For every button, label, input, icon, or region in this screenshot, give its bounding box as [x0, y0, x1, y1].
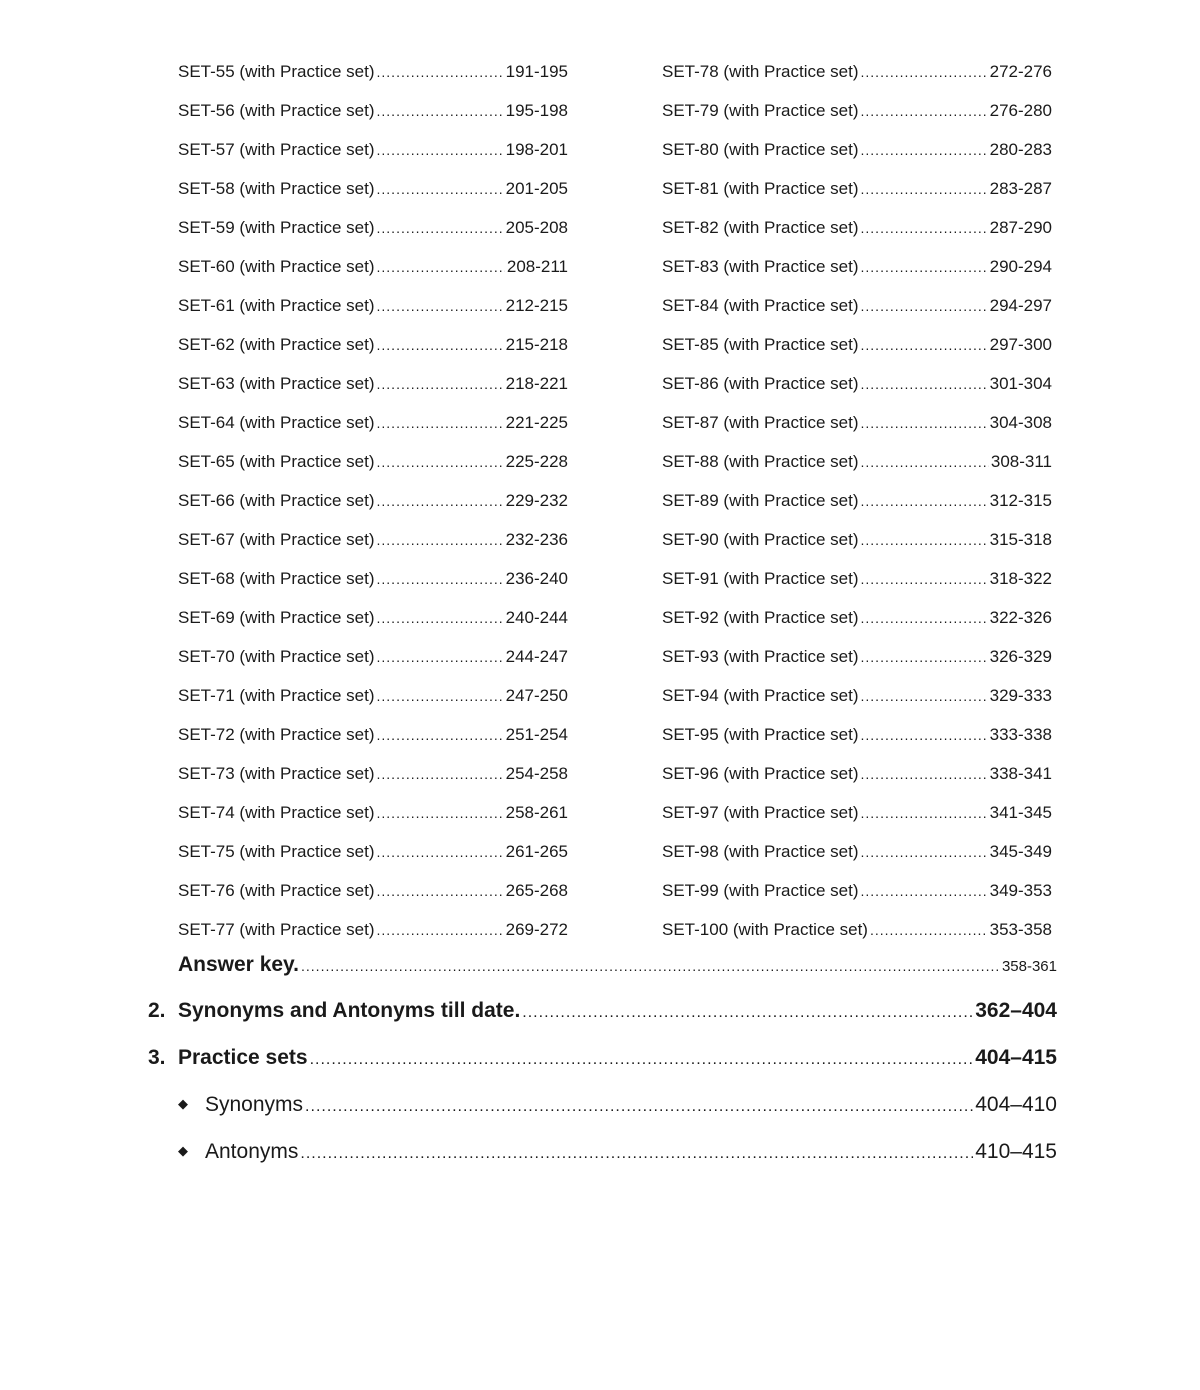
toc-entry-pages: 338-341	[989, 764, 1052, 783]
dot-leader	[861, 259, 988, 275]
toc-entry-label: SET-76 (with Practice set)	[178, 881, 375, 900]
dot-leader	[310, 1051, 974, 1069]
toc-entry-pages: 304-308	[989, 413, 1052, 432]
toc-entry-label: SET-84 (with Practice set)	[662, 296, 859, 315]
toc-entry[interactable]	[178, 881, 568, 920]
toc-entry-pages: 191-195	[505, 62, 568, 81]
toc-entry-label: SET-56 (with Practice set)	[178, 101, 375, 120]
toc-entry-pages: 236-240	[505, 569, 568, 588]
toc-entry-label: SET-77 (with Practice set)	[178, 920, 375, 939]
toc-entry[interactable]	[662, 101, 1052, 140]
dot-leader	[377, 298, 504, 314]
dot-leader	[870, 922, 988, 938]
dot-leader	[861, 64, 988, 80]
toc-entry[interactable]	[662, 296, 1052, 335]
dot-leader	[377, 337, 504, 353]
toc-entry-label: SET-97 (with Practice set)	[662, 803, 859, 822]
toc-entry-pages: 315-318	[989, 530, 1052, 549]
toc-entry[interactable]	[178, 218, 568, 257]
toc-entry-label: SET-92 (with Practice set)	[662, 608, 859, 627]
dot-leader	[522, 1004, 973, 1022]
toc-entry-pages: 326-329	[989, 647, 1052, 666]
toc-entry-pages: 195-198	[505, 101, 568, 120]
dot-leader	[377, 844, 504, 860]
toc-entry[interactable]	[178, 257, 568, 296]
toc-entry[interactable]	[178, 764, 568, 803]
dot-leader	[861, 493, 988, 509]
toc-entry-label: SET-60 (with Practice set)	[178, 257, 375, 276]
toc-entry-label: SET-78 (with Practice set)	[662, 62, 859, 81]
dot-leader	[377, 415, 504, 431]
dot-leader	[861, 532, 988, 548]
dot-leader	[377, 922, 504, 938]
dot-leader	[861, 688, 988, 704]
toc-entry-label: SET-93 (with Practice set)	[662, 647, 859, 666]
dot-leader	[861, 571, 988, 587]
toc-entry-pages: 276-280	[989, 101, 1052, 120]
toc-entry[interactable]	[662, 803, 1052, 842]
toc-entry[interactable]	[178, 803, 568, 842]
answer-key-entry[interactable]	[178, 953, 1057, 977]
toc-entry[interactable]	[662, 413, 1052, 452]
toc-entry[interactable]	[662, 842, 1052, 881]
section-label: Synonyms and Antonyms till date.	[178, 999, 521, 1022]
toc-entry-label: SET-81 (with Practice set)	[662, 179, 859, 198]
toc-entry-label: SET-79 (with Practice set)	[662, 101, 859, 120]
toc-entry-pages: 280-283	[989, 140, 1052, 159]
toc-entry-pages: 269-272	[505, 920, 568, 939]
section-label: Practice sets	[178, 1046, 308, 1069]
dot-leader	[377, 64, 504, 80]
toc-entry[interactable]	[178, 686, 568, 725]
dot-leader	[861, 376, 988, 392]
diamond-bullet-icon: ◆	[178, 1096, 188, 1111]
toc-entry-pages: 353-358	[989, 920, 1052, 939]
toc-entry-label: SET-59 (with Practice set)	[178, 218, 375, 237]
toc-entry-label: SET-91 (with Practice set)	[662, 569, 859, 588]
toc-entry[interactable]	[662, 764, 1052, 803]
toc-entry[interactable]	[178, 335, 568, 374]
toc-entry[interactable]	[662, 62, 1052, 101]
toc-entry[interactable]	[662, 647, 1052, 686]
toc-entry-label: SET-99 (with Practice set)	[662, 881, 859, 900]
dot-leader	[861, 610, 988, 626]
toc-entry[interactable]	[662, 881, 1052, 920]
dot-leader	[301, 958, 1000, 974]
toc-entry[interactable]	[178, 608, 568, 647]
dot-leader	[861, 844, 988, 860]
toc-entry-label: SET-100 (with Practice set)	[662, 920, 868, 939]
dot-leader	[377, 454, 504, 470]
dot-leader	[377, 727, 504, 743]
toc-entry[interactable]	[178, 491, 568, 530]
toc-entry-pages: 247-250	[505, 686, 568, 705]
dot-leader	[377, 493, 504, 509]
toc-entry-pages: 212-215	[505, 296, 568, 315]
toc-entry-label: SET-57 (with Practice set)	[178, 140, 375, 159]
dot-leader	[861, 883, 988, 899]
toc-entry-label: SET-70 (with Practice set)	[178, 647, 375, 666]
section-entry-synonyms-antonyms[interactable]	[148, 999, 1057, 1023]
section-number: 2.	[148, 999, 166, 1022]
toc-entry-pages: 208-211	[506, 257, 568, 276]
diamond-bullet-icon: ◆	[178, 1143, 188, 1158]
toc-entry-pages: 261-265	[505, 842, 568, 861]
dot-leader	[377, 805, 504, 821]
dot-leader	[377, 532, 504, 548]
toc-entry[interactable]	[662, 179, 1052, 218]
sub-entry-label: Synonyms	[205, 1093, 304, 1116]
toc-entry-label: SET-75 (with Practice set)	[178, 842, 375, 861]
dot-leader	[377, 181, 504, 197]
toc-entry-label: SET-85 (with Practice set)	[662, 335, 859, 354]
toc-entry-label: SET-64 (with Practice set)	[178, 413, 375, 432]
dot-leader	[377, 259, 505, 275]
dot-leader	[305, 1098, 973, 1116]
toc-entry-pages: 201-205	[505, 179, 568, 198]
toc-entry-pages: 232-236	[505, 530, 568, 549]
toc-entry-label: SET-68 (with Practice set)	[178, 569, 375, 588]
toc-entry-pages: 287-290	[989, 218, 1052, 237]
dot-leader	[861, 415, 988, 431]
toc-entry[interactable]	[178, 530, 568, 569]
toc-entry[interactable]	[662, 608, 1052, 647]
dot-leader	[861, 142, 988, 158]
toc-entry[interactable]	[178, 842, 568, 881]
toc-entry-label: SET-72 (with Practice set)	[178, 725, 375, 744]
toc-entry-label: SET-98 (with Practice set)	[662, 842, 859, 861]
dot-leader	[377, 220, 504, 236]
toc-right-column	[662, 62, 1052, 959]
toc-entry-pages: 341-345	[989, 803, 1052, 822]
sub-entry-pages: 404–410	[975, 1093, 1057, 1116]
toc-entry-label: SET-94 (with Practice set)	[662, 686, 859, 705]
toc-entry-pages: 198-201	[505, 140, 568, 159]
toc-entry-label: SET-66 (with Practice set)	[178, 491, 375, 510]
toc-entry-pages: 258-261	[505, 803, 568, 822]
toc-entry-pages: 345-349	[989, 842, 1052, 861]
toc-entry[interactable]	[178, 452, 568, 491]
toc-entry-pages: 221-225	[505, 413, 568, 432]
toc-entry-label: SET-71 (with Practice set)	[178, 686, 375, 705]
toc-entry-pages: 322-326	[989, 608, 1052, 627]
section-entry-practice-sets[interactable]	[148, 1046, 1057, 1070]
toc-entry-pages: 297-300	[989, 335, 1052, 354]
dot-leader	[861, 181, 988, 197]
toc-entry[interactable]	[178, 374, 568, 413]
answer-key-label: Answer key.	[178, 953, 300, 976]
dot-leader	[861, 298, 988, 314]
toc-entry-pages: 333-338	[989, 725, 1052, 744]
toc-entry[interactable]	[178, 179, 568, 218]
section-pages: 362–404	[975, 999, 1057, 1022]
dot-leader	[377, 376, 504, 392]
toc-entry-pages: 215-218	[505, 335, 568, 354]
toc-entry-pages: 272-276	[989, 62, 1052, 81]
dot-leader	[377, 571, 504, 587]
dot-leader	[861, 220, 988, 236]
toc-entry-pages: 244-247	[505, 647, 568, 666]
toc-entry-pages: 329-333	[989, 686, 1052, 705]
section-number: 3.	[148, 1046, 166, 1069]
sub-entry-pages: 410–415	[975, 1140, 1057, 1163]
toc-entry-label: SET-95 (with Practice set)	[662, 725, 859, 744]
dot-leader	[861, 103, 988, 119]
toc-entry[interactable]	[662, 530, 1052, 569]
dot-leader	[377, 142, 504, 158]
toc-entry-label: SET-90 (with Practice set)	[662, 530, 859, 549]
toc-entry[interactable]	[178, 413, 568, 452]
toc-entry-label: SET-82 (with Practice set)	[662, 218, 859, 237]
sub-entry-antonyms[interactable]	[178, 1140, 1057, 1164]
dot-leader	[377, 883, 504, 899]
toc-entry-pages: 308-311	[990, 452, 1052, 471]
toc-entry[interactable]	[662, 491, 1052, 530]
toc-entry-pages: 290-294	[989, 257, 1052, 276]
dot-leader	[861, 649, 988, 665]
toc-entry-label: SET-55 (with Practice set)	[178, 62, 375, 81]
dot-leader	[861, 727, 988, 743]
toc-entry[interactable]	[178, 725, 568, 764]
dot-leader	[377, 766, 504, 782]
toc-entry-pages: 301-304	[989, 374, 1052, 393]
toc-entry[interactable]	[178, 140, 568, 179]
toc-entry-pages: 312-315	[989, 491, 1052, 510]
toc-entry-label: SET-87 (with Practice set)	[662, 413, 859, 432]
toc-entry-label: SET-62 (with Practice set)	[178, 335, 375, 354]
toc-entry-label: SET-89 (with Practice set)	[662, 491, 859, 510]
dot-leader	[377, 688, 504, 704]
toc-entry-label: SET-67 (with Practice set)	[178, 530, 375, 549]
toc-entry-label: SET-96 (with Practice set)	[662, 764, 859, 783]
dot-leader	[377, 610, 504, 626]
toc-entry[interactable]	[662, 374, 1052, 413]
toc-entry-label: SET-86 (with Practice set)	[662, 374, 859, 393]
dot-leader	[377, 649, 504, 665]
toc-entry-pages: 294-297	[989, 296, 1052, 315]
toc-entry[interactable]	[662, 569, 1052, 608]
toc-entry-label: SET-63 (with Practice set)	[178, 374, 375, 393]
dot-leader	[861, 337, 988, 353]
toc-entry[interactable]	[662, 452, 1052, 491]
sub-entry-synonyms[interactable]	[178, 1093, 1057, 1117]
toc-entry-label: SET-80 (with Practice set)	[662, 140, 859, 159]
dot-leader	[861, 805, 988, 821]
toc-entry-pages: 229-232	[505, 491, 568, 510]
toc-entry-pages: 218-221	[505, 374, 568, 393]
toc-entry-pages: 349-353	[989, 881, 1052, 900]
answer-key-pages: 358-361	[1001, 958, 1057, 975]
toc-entry[interactable]	[662, 335, 1052, 374]
toc-entry-label: SET-83 (with Practice set)	[662, 257, 859, 276]
toc-entry[interactable]	[178, 62, 568, 101]
toc-entry[interactable]	[662, 257, 1052, 296]
toc-entry-label: SET-65 (with Practice set)	[178, 452, 375, 471]
toc-entry-label: SET-88 (with Practice set)	[662, 452, 859, 471]
sub-entry-label: Antonyms	[205, 1140, 299, 1163]
toc-entry[interactable]	[178, 647, 568, 686]
dot-leader	[377, 103, 504, 119]
toc-entry[interactable]	[178, 296, 568, 335]
toc-entry[interactable]	[662, 140, 1052, 179]
toc-entry[interactable]	[662, 725, 1052, 764]
toc-entry-pages: 251-254	[505, 725, 568, 744]
toc-entry[interactable]	[662, 218, 1052, 257]
toc-entry-pages: 318-322	[989, 569, 1052, 588]
toc-entry[interactable]	[662, 686, 1052, 725]
dot-leader	[861, 766, 988, 782]
toc-entry-label: SET-61 (with Practice set)	[178, 296, 375, 315]
toc-entry-pages: 240-244	[505, 608, 568, 627]
toc-entry-pages: 265-268	[505, 881, 568, 900]
toc-entry[interactable]	[178, 569, 568, 608]
toc-entry-pages: 205-208	[505, 218, 568, 237]
dot-leader	[861, 454, 989, 470]
toc-entry-label: SET-74 (with Practice set)	[178, 803, 375, 822]
section-pages: 404–415	[975, 1046, 1057, 1069]
toc-left-column	[178, 62, 568, 959]
toc-entry[interactable]	[178, 101, 568, 140]
toc-entry-label: SET-58 (with Practice set)	[178, 179, 375, 198]
toc-entry-pages: 254-258	[505, 764, 568, 783]
toc-entry-label: SET-69 (with Practice set)	[178, 608, 375, 627]
toc-entry-pages: 283-287	[989, 179, 1052, 198]
toc-entry-label: SET-73 (with Practice set)	[178, 764, 375, 783]
toc-entry-pages: 225-228	[505, 452, 568, 471]
dot-leader	[300, 1145, 973, 1163]
